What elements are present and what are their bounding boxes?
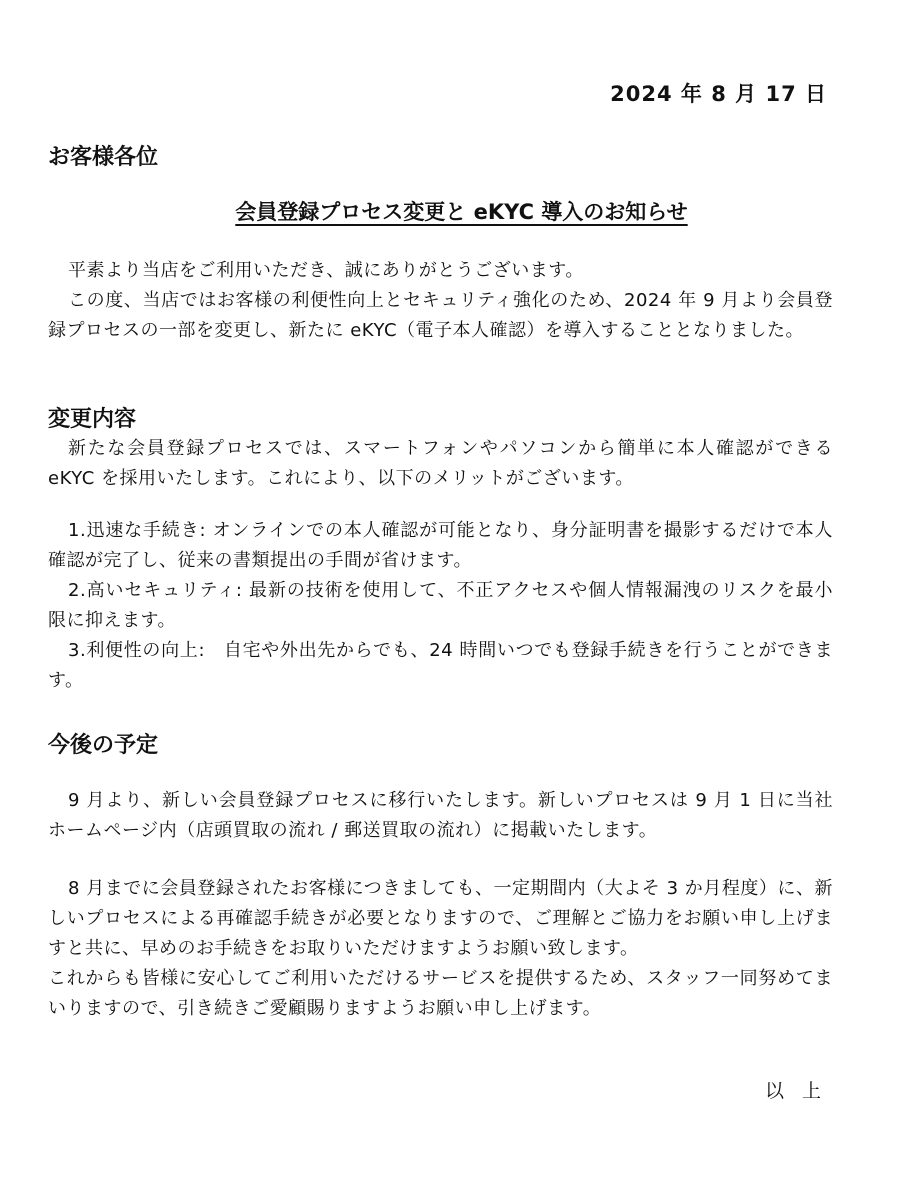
document-title: 会員登録プロセス変更と eKYC 導入のお知らせ	[235, 200, 688, 224]
benefit-item: 2.高いセキュリティ: 最新の技術を使用して、不正アクセスや個人情報漏洩のリスクを最小限に抑えます。	[48, 580, 833, 631]
closing-remarks: これからも皆様に安心してご利用いただけるサービスを提供するため、スタッフ一同努めてまいりますので、引き続きご愛顧賜りますようお願い申し上げます。	[48, 968, 833, 1019]
intro-greeting: 平素より当店をご利用いただき、誠にありがとうございます。	[68, 260, 584, 281]
intro-announcement: この度、当店ではお客様の利便性向上とセキュリティ強化のため、2024 年 9 月より会員登録プロセスの一部を変更し、新たに eKYC（電子本人確認）を導入することとなりました。	[48, 290, 833, 341]
benefit-item: 1.迅速な手続き: オンラインでの本人確認が可能となり、身分証明書を撮影するだけで本人確認が完了し、従来の書類提出の手間が省けます。	[48, 520, 833, 571]
schedule-transition: 9 月より、新しい会員登録プロセスに移行いたします。新しいプロセスは 9 月 1 日に当社ホームページ内（店頭買取の流れ / 郵送買取の流れ）に掲載いたします。	[48, 790, 833, 841]
changes-heading: 変更内容	[48, 407, 137, 432]
addressee: お客様各位	[48, 145, 159, 170]
document-date: 2024 年 8 月 17 日	[610, 82, 827, 106]
closing-mark: 以 上	[764, 1080, 827, 1102]
changes-lead: 新たな会員登録プロセスでは、スマートフォンやパソコンから簡単に本人確認ができる eKYC を採用いたします。これにより、以下のメリットがございます。	[48, 438, 833, 489]
schedule-reconfirmation: 8 月までに会員登録されたお客様につきましても、一定期間内（大よそ 3 か月程度）に、新しいプロセスによる再確認手続きが必要となりますので、ご理解とご協力をお願い申し上げますと共に、早めのお手続きをお取りいただけますようお願い致します。	[48, 878, 833, 959]
benefit-item: 3.利便性の向上: 自宅や外出先からでも、24 時間いつでも登録手続きを行うことができます。	[48, 640, 833, 691]
schedule-heading: 今後の予定	[48, 733, 159, 758]
